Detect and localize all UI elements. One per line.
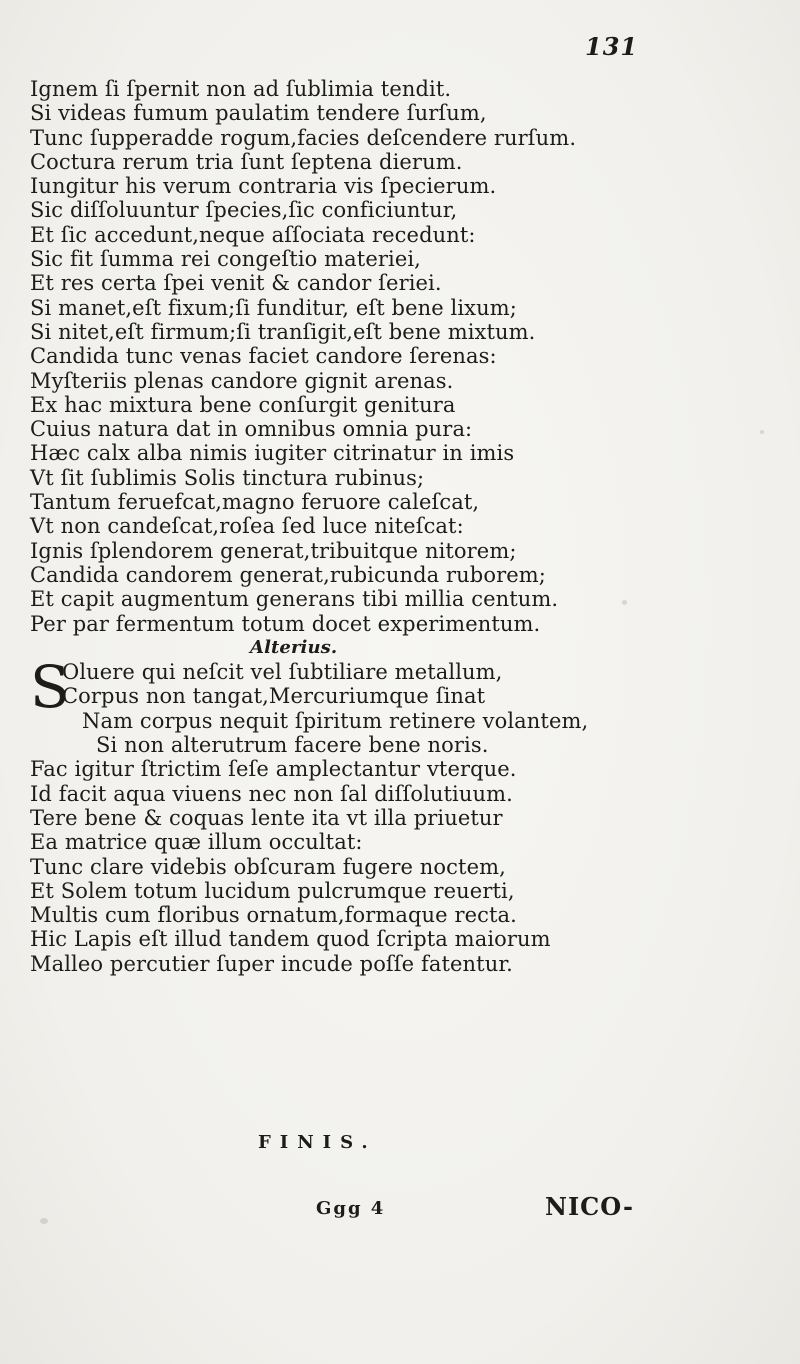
text-line: Hæc calx alba nimis iugiter citrinatur in imis bbox=[30, 441, 515, 466]
text-line: Per par fermentum totum docet experimentum. bbox=[30, 611, 541, 636]
text-line: Sic fit ſumma rei congeſtio materiei, bbox=[30, 247, 421, 272]
text-line: Tunc ſupperadde rogum,facies deſcendere rurſum. bbox=[30, 125, 577, 150]
text-line: Sic diſſoluuntur ſpecies,ſic conficiuntur, bbox=[30, 198, 458, 223]
text-line: Hic Lapis eſt illud tandem quod ſcripta maiorum bbox=[30, 927, 551, 952]
text-line: Candida tunc venas faciet candore ſerenas: bbox=[30, 344, 497, 369]
text-line: Et capit augmentum generans tibi millia centum. bbox=[30, 587, 559, 612]
text-line: Tere bene & coquas lente ita vt illa priuetur bbox=[30, 805, 503, 830]
text-line: Vt non candeſcat,roſea ſed luce niteſcat: bbox=[30, 514, 464, 539]
ink-spot bbox=[622, 600, 627, 605]
drop-cap: S bbox=[30, 653, 70, 722]
text-line: Id facit aqua viuens nec non ſal diſſolutiuum. bbox=[30, 781, 513, 806]
text-line: Et Solem totum lucidum pulcrumque reuerti, bbox=[30, 878, 515, 903]
ink-spot bbox=[760, 430, 764, 434]
text-line: Et res certa ſpei venit & candor ſeriei. bbox=[30, 271, 442, 296]
text-line: Malleo percutier ſuper incude poſſe fatentur. bbox=[30, 951, 513, 976]
text-line: Fac igitur ſtrictim ſeſe amplectantur vterque. bbox=[30, 757, 517, 782]
text-line: Ex hac mixtura bene conſurgit genitura bbox=[30, 392, 456, 417]
text-line: Coctura rerum tria ſunt ſeptena dierum. bbox=[30, 149, 463, 174]
finis-label: FINIS. bbox=[258, 1132, 377, 1153]
text-line-content: Oluere qui neſcit vel ſubtiliare metallum, bbox=[62, 660, 503, 685]
text-line: Ea matrice quæ illum occultat: bbox=[30, 830, 363, 855]
signature-mark: Ggg 4 bbox=[316, 1198, 386, 1219]
text-line: Si manet,eſt fixum;ſi funditur, eſt bene lixum; bbox=[30, 295, 517, 320]
text-line: Corpus non tangat,Mercuriumque ſinat bbox=[62, 684, 486, 709]
text-line: Si nitet,eſt firmum;ſi tranſigit,eſt bene mixtum. bbox=[30, 319, 536, 344]
text-line: Ignis ſplendorem generat,tribuitque nitorem; bbox=[30, 538, 517, 563]
text-line: Ignem ſi ſpernit non ad ſublimia tendit. bbox=[30, 77, 452, 101]
poem-text bbox=[30, 77, 770, 976]
ink-spot bbox=[40, 1218, 48, 1224]
text-line: Et ſic accedunt,neque aſſociata recedunt: bbox=[30, 222, 476, 247]
catchword: NICO- bbox=[545, 1192, 635, 1221]
text-line: Multis cum floribus ornatum,formaque recta. bbox=[30, 903, 517, 928]
text-line: Cuius natura dat in omnibus omnia pura: bbox=[30, 417, 473, 442]
text-line: Candida candorem generat,rubicunda ruborem; bbox=[30, 562, 546, 587]
section-heading: Alterius. bbox=[250, 636, 338, 658]
text-line: Iungitur his verum contraria vis ſpecierum. bbox=[30, 174, 497, 199]
text-line: Nam corpus nequit ſpiritum retinere volantem, bbox=[82, 708, 589, 733]
page-number: 131 bbox=[585, 32, 639, 61]
text-line: Myſteriis plenas candore gignit arenas. bbox=[30, 368, 454, 393]
text-line: Tantum feruefcat,magno feruore caleſcat, bbox=[30, 490, 480, 515]
text-line: Vt ſit ſublimis Solis tinctura rubinus; bbox=[30, 465, 425, 490]
text-line: Si non alterutrum facere bene noris. bbox=[96, 733, 489, 758]
text-line: Tunc clare videbis obſcuram fugere noctem, bbox=[30, 854, 506, 879]
text-line: Si videas fumum paulatim tendere ſurſum, bbox=[30, 101, 487, 126]
